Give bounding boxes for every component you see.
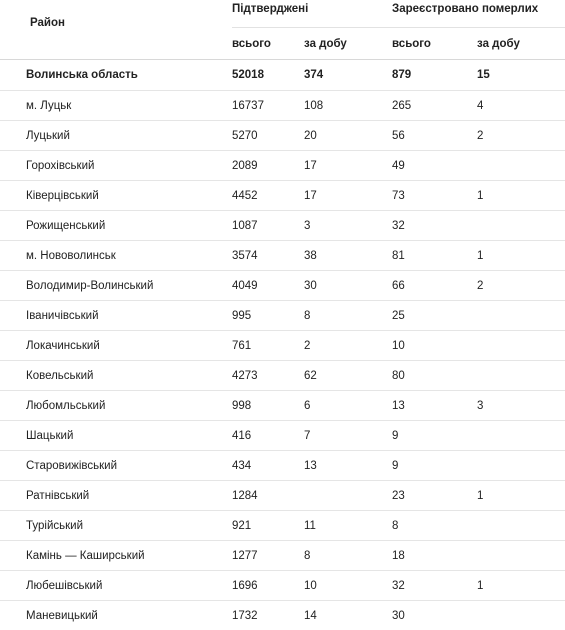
deaths-per-day-cell: 1 [477,241,565,271]
table-row [0,271,565,301]
confirmed-total-cell: 416 [232,421,304,451]
confirmed-total-cell: 4273 [232,361,304,391]
table-row [0,571,565,601]
region-name-cell: Любешівський [0,571,232,601]
confirmed-per-day-cell [304,481,392,511]
deaths-total-cell: 56 [392,121,477,151]
confirmed-total-cell: 5270 [232,121,304,151]
table-row [0,301,565,331]
confirmed-per-day-cell: 13 [304,451,392,481]
table-row [0,601,565,630]
confirmed-per-day-cell: 6 [304,391,392,421]
region-name-cell: Ківерцівський [0,181,232,211]
confirmed-per-day-cell: 17 [304,151,392,181]
deaths-per-day-cell [477,601,565,630]
table-header [0,0,565,60]
header-region: Район [0,0,232,60]
region-name-cell: Маневицький [0,601,232,630]
region-name-cell: Ратнівський [0,481,232,511]
deaths-total-cell: 265 [392,91,477,121]
table-row [0,211,565,241]
deaths-total-cell: 25 [392,301,477,331]
deaths-total-cell: 879 [392,60,477,91]
deaths-total-cell: 73 [392,181,477,211]
confirmed-total-cell: 434 [232,451,304,481]
table-row [0,91,565,121]
deaths-total-cell: 32 [392,211,477,241]
deaths-total-cell: 30 [392,601,477,630]
table-row [0,541,565,571]
table-row [0,451,565,481]
deaths-per-day-cell: 15 [477,60,565,91]
deaths-total-cell: 81 [392,241,477,271]
deaths-total-cell: 9 [392,451,477,481]
deaths-total-cell: 49 [392,151,477,181]
region-name-cell: Камінь — Каширський [0,541,232,571]
deaths-per-day-cell [477,541,565,571]
confirmed-per-day-cell: 8 [304,301,392,331]
table-body [0,60,565,630]
confirmed-total-cell: 761 [232,331,304,361]
header-deaths: Зареєстровано померлих [392,0,565,28]
deaths-total-cell: 9 [392,421,477,451]
confirmed-per-day-cell: 8 [304,541,392,571]
region-name-cell: м. Луцьк [0,91,232,121]
confirmed-total-cell: 998 [232,391,304,421]
confirmed-per-day-cell: 374 [304,60,392,91]
confirmed-total-cell: 2089 [232,151,304,181]
header-confirmed-total: всього [232,28,304,60]
confirmed-total-cell: 52018 [232,60,304,91]
confirmed-total-cell: 1696 [232,571,304,601]
deaths-total-cell: 32 [392,571,477,601]
table-row [0,391,565,421]
confirmed-per-day-cell: 2 [304,331,392,361]
deaths-total-cell: 10 [392,331,477,361]
deaths-total-cell: 23 [392,481,477,511]
region-name-cell: Волинська область [0,60,232,91]
region-name-cell: Володимир-Волинський [0,271,232,301]
deaths-total-cell: 13 [392,391,477,421]
header-confirmed: Підтверджені [232,0,392,28]
region-name-cell: м. Нововолинськ [0,241,232,271]
region-name-cell: Ковельський [0,361,232,391]
deaths-total-cell: 66 [392,271,477,301]
confirmed-total-cell: 921 [232,511,304,541]
deaths-per-day-cell: 1 [477,481,565,511]
deaths-per-day-cell: 2 [477,271,565,301]
deaths-per-day-cell: 2 [477,121,565,151]
deaths-per-day-cell [477,361,565,391]
deaths-total-cell: 80 [392,361,477,391]
header-confirmed-per-day: за добу [304,28,392,60]
confirmed-per-day-cell: 10 [304,571,392,601]
confirmed-per-day-cell: 62 [304,361,392,391]
deaths-total-cell: 8 [392,511,477,541]
region-name-cell: Луцький [0,121,232,151]
deaths-per-day-cell [477,451,565,481]
confirmed-per-day-cell: 20 [304,121,392,151]
confirmed-total-cell: 1732 [232,601,304,630]
confirmed-per-day-cell: 30 [304,271,392,301]
deaths-per-day-cell [477,151,565,181]
region-name-cell: Іваничівський [0,301,232,331]
confirmed-total-cell: 4452 [232,181,304,211]
region-name-cell: Старовижівський [0,451,232,481]
confirmed-per-day-cell: 14 [304,601,392,630]
table-row [0,151,565,181]
region-name-cell: Горохівський [0,151,232,181]
confirmed-total-cell: 1284 [232,481,304,511]
region-name-cell: Шацький [0,421,232,451]
table-row [0,121,565,151]
deaths-per-day-cell: 4 [477,91,565,121]
deaths-total-cell: 18 [392,541,477,571]
deaths-per-day-cell [477,421,565,451]
table-row [0,361,565,391]
confirmed-total-cell: 1277 [232,541,304,571]
header-deaths-per-day: за добу [477,28,565,60]
header-deaths-total: всього [392,28,477,60]
table-row [0,331,565,361]
table-row-total [0,60,565,91]
confirmed-total-cell: 995 [232,301,304,331]
table-row [0,511,565,541]
deaths-per-day-cell [477,211,565,241]
confirmed-total-cell: 1087 [232,211,304,241]
region-name-cell: Рожищенський [0,211,232,241]
table-row [0,241,565,271]
deaths-per-day-cell [477,511,565,541]
table-row [0,481,565,511]
deaths-per-day-cell [477,331,565,361]
deaths-per-day-cell: 3 [477,391,565,421]
region-name-cell: Турійський [0,511,232,541]
confirmed-per-day-cell: 11 [304,511,392,541]
confirmed-total-cell: 16737 [232,91,304,121]
confirmed-total-cell: 4049 [232,271,304,301]
deaths-per-day-cell: 1 [477,571,565,601]
deaths-per-day-cell [477,301,565,331]
table-row [0,421,565,451]
confirmed-total-cell: 3574 [232,241,304,271]
confirmed-per-day-cell: 7 [304,421,392,451]
region-name-cell: Локачинський [0,331,232,361]
confirmed-per-day-cell: 3 [304,211,392,241]
table-row [0,181,565,211]
confirmed-per-day-cell: 17 [304,181,392,211]
region-name-cell: Любомльський [0,391,232,421]
confirmed-per-day-cell: 108 [304,91,392,121]
deaths-per-day-cell: 1 [477,181,565,211]
confirmed-per-day-cell: 38 [304,241,392,271]
